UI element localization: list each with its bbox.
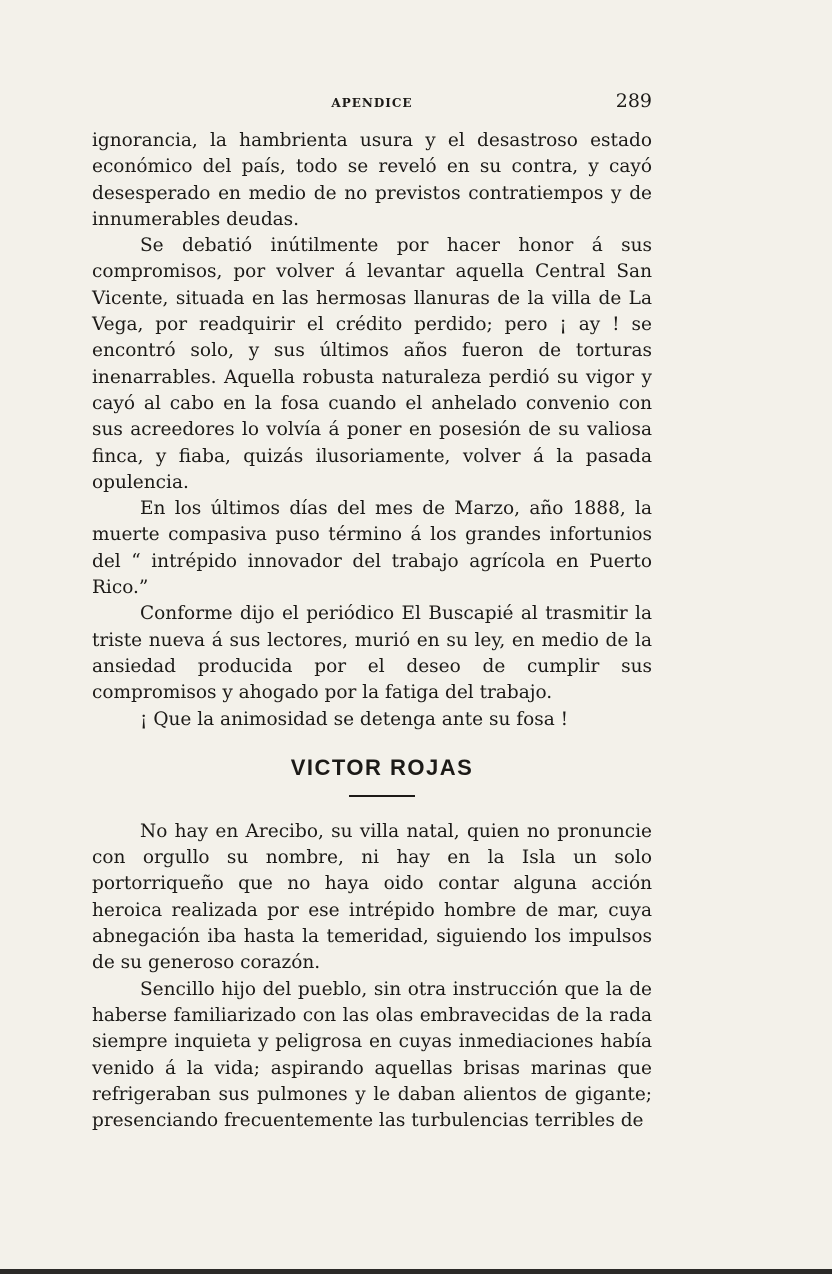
running-title: APENDICE [331, 96, 413, 110]
running-head [92, 90, 652, 120]
paragraph: Sencillo hijo del pueblo, sin otra instrucción que la de haberse familiarizado con las olas embravecidas de la rada siempre inquieta y peligrosa en cuyas inmediaciones había venido á la vida; aspirando aquellas brisas marinas que refrigeraban sus pulmones y le daban alientos de gigante; presenciando frecuentemente las turbulencias terribles de [92, 978, 652, 1132]
page-number: 289 [615, 90, 652, 112]
section-heading: VICTOR ROJAS [290, 754, 474, 780]
paragraph: En los últimos días del mes de Marzo, año 1888, la muerte compasiva puso término á los grandes infortunios del “ intrépido innovador del trabajo agrícola en Puerto Rico.” [92, 498, 652, 599]
paragraph: ignorancia, la hambrienta usura y el desastroso estado económico del país, todo se reveló en su contra, y cayó desesperado en medio de no previstos contratiempos y de innumerables deudas. [92, 130, 652, 230]
paragraph: No hay en Arecibo, su villa natal, quien no pronuncie con orgullo su nombre, ni hay en la Isla un solo portorriqueño que no haya oido contar alguna acción heroica realizada por ese intrépido hombre de mar, cuya abnegación iba hasta la temeridad, siguiendo los impulsos de su generoso corazón. [92, 820, 652, 974]
body-text [92, 128, 652, 1134]
heading-rule [349, 795, 415, 797]
paragraph: Conforme dijo el periódico El Buscapié al trasmitir la triste nueva á sus lectores, murió en su ley, en medio de la ansiedad producida por el deseo de cumplir sus compromisos y ahogado por la fatiga del trabajo. [92, 603, 652, 704]
paragraph: ¡ Que la animosidad se detenga ante su fosa ! [140, 708, 569, 730]
paragraph: Se debatió inútilmente por hacer honor á sus compromisos, por volver á levantar aquella Central San Vicente, situada en las hermosas llanuras de la villa de La Vega, por readquirir el crédito perdido; pero ¡ ay ! se encontró solo, y sus últimos años fueron de torturas inenarrables. Aquella robusta naturaleza perdió su vigor y cayó al cabo en la fosa cuando el anhelado convenio con sus acreedores lo volvía á poner en posesión de su valiosa finca, y fiaba, quizás ilusoriamente, volver á la pasada opulencia. [92, 235, 652, 493]
page-bottom-edge [0, 1269, 832, 1274]
